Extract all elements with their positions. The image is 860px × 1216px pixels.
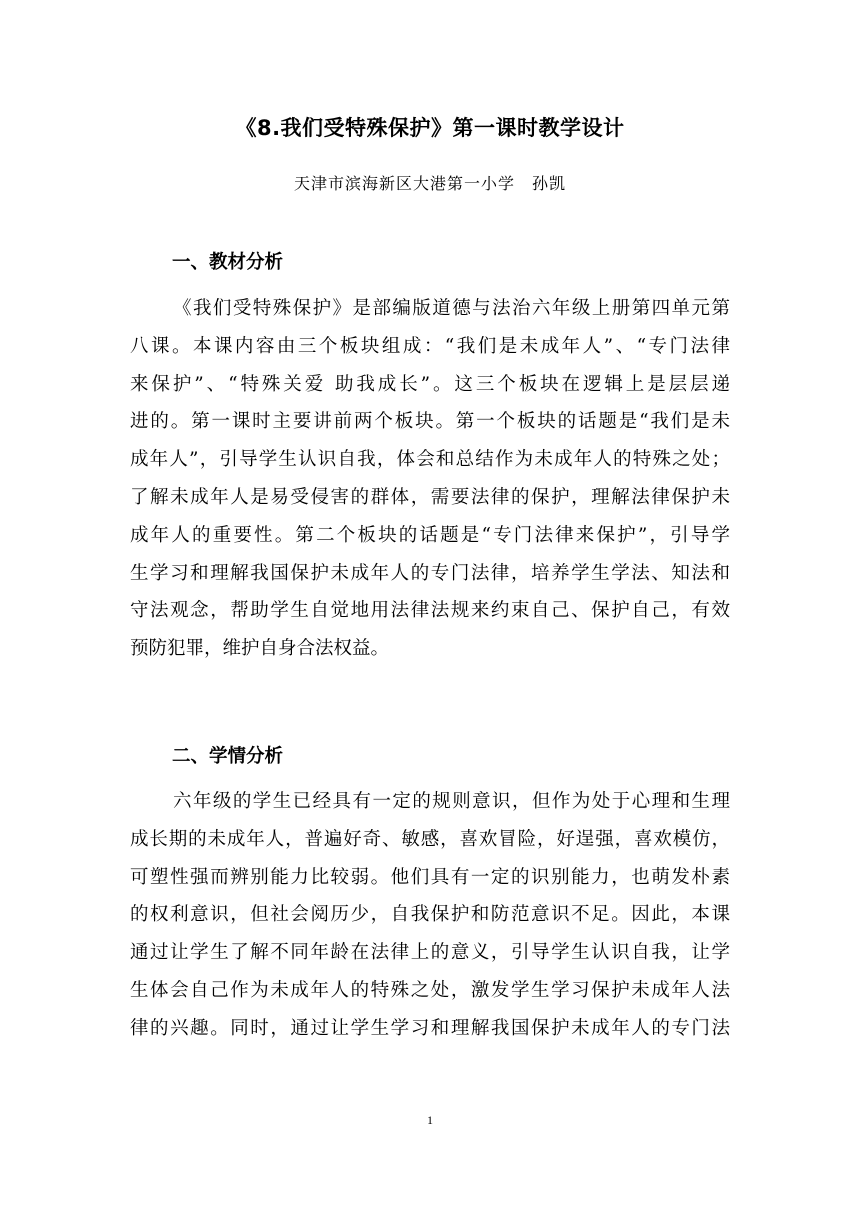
paragraph-line: 的权利意识，但社会阅历少，自我保护和防范意识不足。因此，本课 xyxy=(130,904,730,926)
paragraph-line: 生学习和理解我国保护未成年人的专门法律，培养学生学法、知法和 xyxy=(130,562,730,584)
paragraph-line: 可塑性强而辨别能力比较弱。他们具有一定的识别能力，也萌发朴素 xyxy=(130,866,730,888)
paragraph-line: 了解未成年人是易受侵害的群体，需要法律的保护，理解法律保护未 xyxy=(130,486,730,508)
paragraph-line: 守法观念，帮助学生自觉地用法律法规来约束自己、保护自己，有效 xyxy=(130,600,730,622)
paragraph-line: 六年级的学生已经具有一定的规则意识，但作为处于心理和生理 xyxy=(173,791,730,812)
paragraph-line: 成年人”，引导学生认识自我，体会和总结作为未成年人的特殊之处； xyxy=(130,449,730,471)
section-heading-textbook-analysis: 一、教材分析 xyxy=(172,252,284,273)
paragraph-line: 生体会自己作为未成年人的特殊之处，激发学生学习保护未成年人法 xyxy=(130,979,730,1001)
paragraph-line: 八课。本课内容由三个板块组成：“我们是未成年人”、“专门法律 xyxy=(130,335,730,357)
paragraph-line: 成长期的未成年人，普遍好奇、敏感，喜欢冒险，好逞强，喜欢模仿， xyxy=(130,828,730,850)
document-title: 《8.我们受特殊保护》第一课时教学设计 xyxy=(235,116,625,140)
paragraph-line: 来保护”、“特殊关爱 助我成长”。这三个板块在逻辑上是层层递 xyxy=(130,373,730,395)
paragraph-line: 预防犯罪，维护自身合法权益。 xyxy=(130,638,390,660)
paragraph-line: 律的兴趣。同时，通过让学生学习和理解我国保护未成年人的专门法 xyxy=(130,1017,730,1039)
paragraph-line: 通过让学生了解不同年龄在法律上的意义，引导学生认识自我，让学 xyxy=(130,942,730,964)
page-number: 1 xyxy=(427,1113,433,1127)
paragraph-textbook-analysis xyxy=(130,290,730,668)
paragraph-line: 成年人的重要性。第二个板块的话题是“专门法律来保护”，引导学 xyxy=(130,524,730,546)
author-line: 天津市滨海新区大港第一小学 孙凯 xyxy=(293,174,566,193)
section-heading-student-analysis: 二、学情分析 xyxy=(172,746,284,767)
paragraph-line: 进的。第一课时主要讲前两个板块。第一个板块的话题是“我们是未 xyxy=(130,411,730,433)
paragraph-student-analysis xyxy=(130,783,730,1048)
paragraph-line: 《我们受特殊保护》是部编版道德与法治六年级上册第四单元第 xyxy=(173,298,730,319)
